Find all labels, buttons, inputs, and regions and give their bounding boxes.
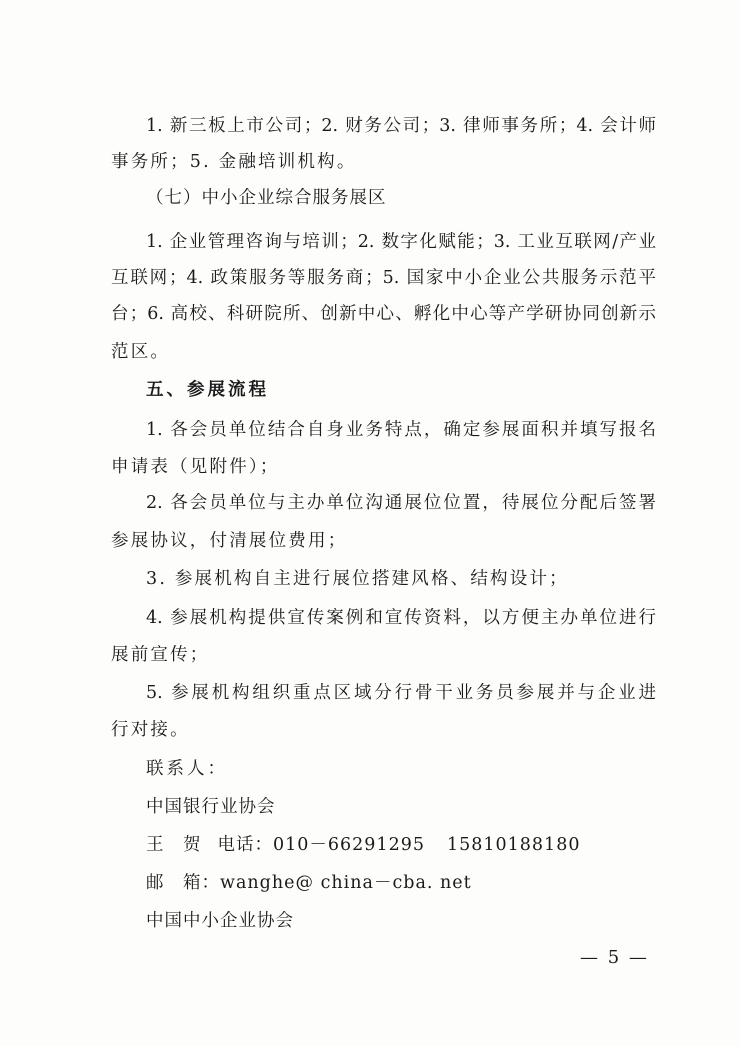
mobile-number: 15810188180 xyxy=(446,835,581,855)
contact-email-row xyxy=(146,871,472,895)
phone-number: 010－66291295 xyxy=(273,835,425,855)
paragraph-line: 1. 各会员单位结合自身业务特点，确定参展面积并填写报名 xyxy=(146,420,656,440)
contacts-label: 联系人： xyxy=(146,759,228,779)
contact-org: 中国银行业协会 xyxy=(146,797,276,817)
paragraph-line: 1. 新三板上市公司；2. 财务公司；3. 律师事务所；4. 会计师 xyxy=(146,116,656,136)
contact-name: 王 贺 xyxy=(146,835,202,855)
paragraph-line: 1. 企业管理咨询与培训；2. 数字化赋能；3. 工业互联网/产业 xyxy=(146,232,656,252)
paragraph-line: 事务所；5. 金融培训机构。 xyxy=(111,152,357,172)
section-subheading: （七）中小企业综合服务展区 xyxy=(146,188,387,208)
section-heading: 五、参展流程 xyxy=(146,380,269,400)
page-number: — 5 — xyxy=(580,947,649,968)
paragraph-line: 3. 参展机构自主进行展位搭建风格、结构设计； xyxy=(146,569,569,589)
paragraph-line: 2. 各会员单位与主办单位沟通展位位置，待展位分配后签署 xyxy=(146,493,656,513)
email-label: 邮 箱： xyxy=(146,873,220,893)
paragraph-line: 参展协议，付清展位费用； xyxy=(111,531,348,551)
paragraph-line: 互联网；4. 政策服务等服务商；5. 国家中小企业公共服务示范平 xyxy=(111,268,656,288)
paragraph-line: 行对接。 xyxy=(111,720,190,740)
email-address: wanghe@ china－cba. net xyxy=(220,873,472,893)
paragraph-line: 4. 参展机构提供宣传案例和宣传资料，以方便主办单位进行 xyxy=(146,608,656,628)
paragraph-line: 申请表（见附件）； xyxy=(111,457,280,477)
paragraph-line: 5. 参展机构组织重点区域分行骨干业务员参展并与企业进 xyxy=(146,683,656,703)
paragraph-line: 展前宣传； xyxy=(111,645,210,665)
paragraph-line: 范区。 xyxy=(111,342,171,362)
phone-label: 电话： xyxy=(217,835,273,855)
contact-phone-row xyxy=(146,833,580,857)
contact-org: 中国中小企业协会 xyxy=(146,911,294,931)
paragraph-line: 台；6. 高校、科研院所、创新中心、孵化中心等产学研协同创新示 xyxy=(111,304,656,324)
